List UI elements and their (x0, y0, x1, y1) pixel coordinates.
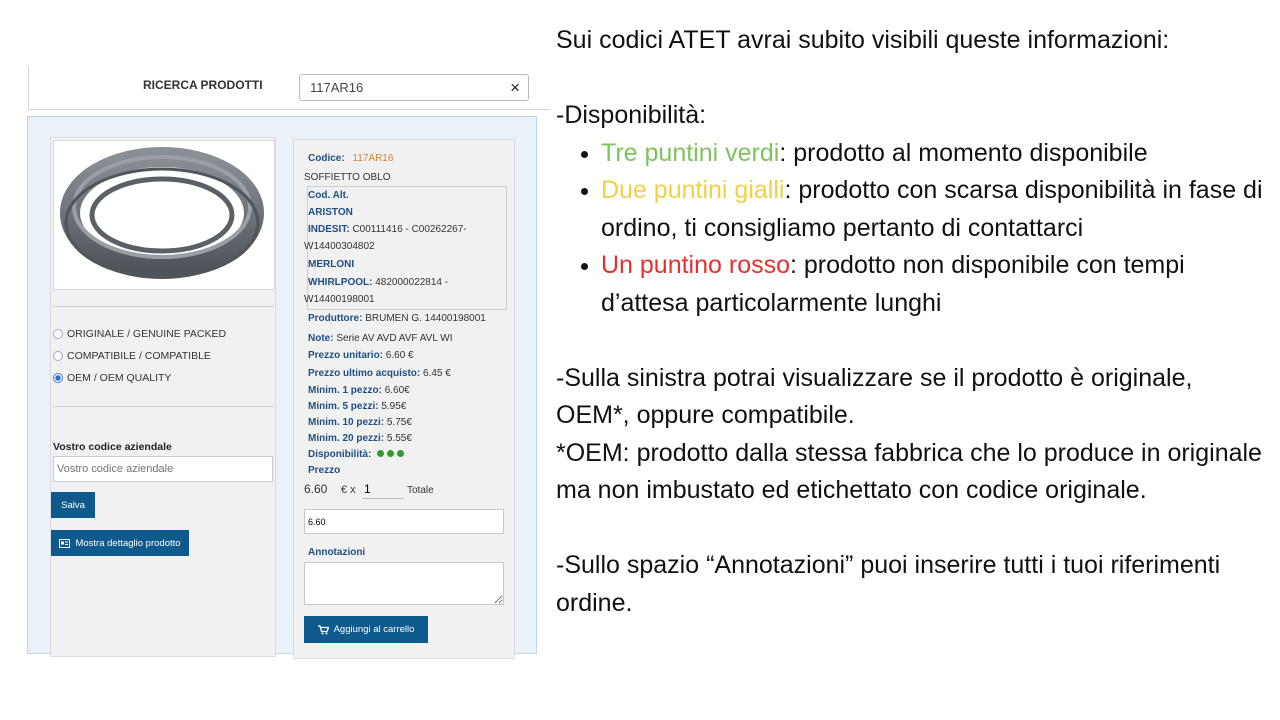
radio-oem-button[interactable] (53, 373, 63, 383)
alt-brand-whirlpool-codes: 482000022814 - (375, 277, 449, 288)
divider (53, 306, 273, 307)
unit-price-label: Prezzo unitario: (308, 350, 384, 361)
show-details-button[interactable] (51, 530, 189, 556)
product-type-paragraph: -Sulla sinistra potrai visualizzare se il prodotto è originale, OEM*, oppure compatibile. (556, 363, 1193, 429)
intro-text: Sui codici ATET avrai subito visibili queste informazioni: (556, 26, 1170, 54)
alt-brand-indesit-label: INDESIT: (308, 224, 350, 235)
price-tier-value: 5.55€ (386, 433, 412, 444)
oem-definition-paragraph: *OEM: prodotto dalla stessa fabbrica che lo produce in originale ma non imbustato ed etichettato con codice originale. (556, 438, 1262, 504)
radio-original-button[interactable] (53, 329, 63, 339)
price-value: 6.60 (304, 482, 328, 496)
close-icon[interactable]: × (510, 78, 520, 97)
price-tier-label: Minim. 20 pezzi: (308, 433, 385, 444)
availability-dot (377, 450, 384, 457)
alt-codes-title: Cod. Alt. (308, 190, 349, 201)
search-input[interactable] (300, 75, 490, 100)
availability-dot (387, 450, 394, 457)
door-seal-gasket-image (54, 141, 274, 289)
legend-red-text: Un puntino rosso (601, 251, 791, 279)
availability (308, 449, 404, 460)
price-tier-label: Minim. 1 pezzo: (308, 385, 382, 396)
notes-value: Serie AV AVD AVF AVL WI (336, 333, 453, 344)
show-details-label: Mostra dettaglio prodotto (75, 537, 181, 549)
unit-price-value: 6.60 € (385, 350, 414, 361)
unit-price (308, 350, 414, 361)
alt-brand-merloni: MERLONI (308, 259, 355, 270)
total-input[interactable] (304, 509, 504, 534)
price-tier (308, 385, 410, 396)
price-tier (308, 433, 412, 444)
alt-brand-indesit (308, 224, 467, 235)
radio-compatible-label: COMPATIBILE / COMPATIBLE (67, 350, 211, 362)
price-tier-value: 6.60€ (384, 385, 410, 396)
radio-compatible[interactable] (53, 350, 211, 362)
info-text-panel (556, 22, 1272, 622)
alt-whirlpool-codes-2: W14400198001 (304, 294, 375, 305)
product-image (53, 140, 275, 290)
legend-red-desc: : prodotto non disponibile con tempi d’attesa particolarmente lunghi (601, 251, 1185, 317)
details-card-icon (59, 539, 70, 548)
price-tier-value: 5.95€ (381, 401, 407, 412)
search-label: RICERCA PRODOTTI (143, 78, 263, 92)
producer-value: BRUMEN G. 14400198001 (365, 313, 486, 324)
producer-label: Produttore: (308, 313, 363, 324)
legend-item-yellow (601, 172, 1272, 247)
add-to-cart-label: Aggiungi al carrello (333, 624, 415, 635)
save-button[interactable]: Salva (51, 492, 95, 518)
price-label: Prezzo (308, 465, 341, 476)
price-tier (308, 417, 412, 428)
alt-brand-ariston: ARISTON (308, 207, 353, 218)
annotations-textarea[interactable] (304, 562, 504, 605)
radio-original[interactable] (53, 328, 226, 340)
annotations-paragraph: -Sullo spazio “Annotazioni” puoi inserire tutti i tuoi riferimenti ordine. (556, 551, 1221, 617)
availability-indicator (374, 449, 404, 460)
producer (308, 313, 486, 324)
radio-compatible-button[interactable] (53, 351, 63, 361)
product-details-column (293, 139, 515, 659)
search-field[interactable] (299, 74, 529, 101)
cart-icon (318, 625, 329, 635)
annotations-label: Annotazioni (308, 547, 366, 558)
currency-times: € x (341, 484, 356, 496)
product-screenshot (0, 0, 545, 720)
company-code-label: Vostro codice aziendale (53, 441, 172, 453)
legend-green-text: Tre puntini verdi (601, 138, 780, 167)
alt-brand-indesit-codes: C00111416 - C00262267- (352, 224, 467, 235)
add-to-cart-button[interactable] (304, 616, 428, 643)
availability-heading: -Disponibilità: (556, 101, 707, 129)
price-tier (308, 401, 406, 412)
product-code-label: Codice: (308, 153, 345, 164)
last-price-label: Prezzo ultimo acquisto: (308, 368, 421, 379)
divider (53, 406, 273, 407)
quantity-input[interactable] (362, 479, 404, 499)
radio-original-label: ORIGINALE / GENUINE PACKED (67, 328, 227, 340)
price-tier-label: Minim. 10 pezzi: (308, 417, 385, 428)
last-price-value: 6.45 € (423, 368, 451, 379)
availability-label: Disponibilità: (308, 449, 372, 460)
availability-legend-list (556, 135, 1272, 323)
radio-oem-label: OEM / OEM QUALITY (67, 372, 172, 384)
product-code-value: 117AR16 (352, 153, 394, 164)
alt-brand-whirlpool-label: WHIRLPOOL: (308, 277, 373, 288)
product-name: SOFFIETTO OBLO (304, 172, 391, 183)
legend-item-green (601, 135, 1272, 173)
legend-yellow-text: Due puntini gialli (601, 176, 785, 204)
alt-brand-whirlpool (308, 277, 448, 288)
alt-indesit-codes-2: W14400304802 (304, 241, 375, 252)
radio-oem[interactable] (53, 372, 171, 384)
company-code-input[interactable] (53, 456, 273, 482)
notes (308, 333, 453, 344)
total-label: Totale (407, 485, 434, 496)
last-price (308, 368, 451, 379)
product-left-column (50, 137, 276, 657)
product-card (27, 116, 537, 654)
product-code (308, 153, 393, 164)
price-tier-value: 5.75€ (386, 417, 412, 428)
legend-yellow-desc: : prodotto con scarsa disponibilità in fase di ordino, ti consigliamo pertanto di contattarci (601, 176, 1263, 242)
legend-item-red (601, 247, 1272, 322)
availability-dot (397, 450, 404, 457)
price-tier-label: Minim. 5 pezzi: (308, 401, 379, 412)
legend-green-desc: : prodotto al momento disponibile (779, 138, 1148, 167)
notes-label: Note: (308, 333, 334, 344)
